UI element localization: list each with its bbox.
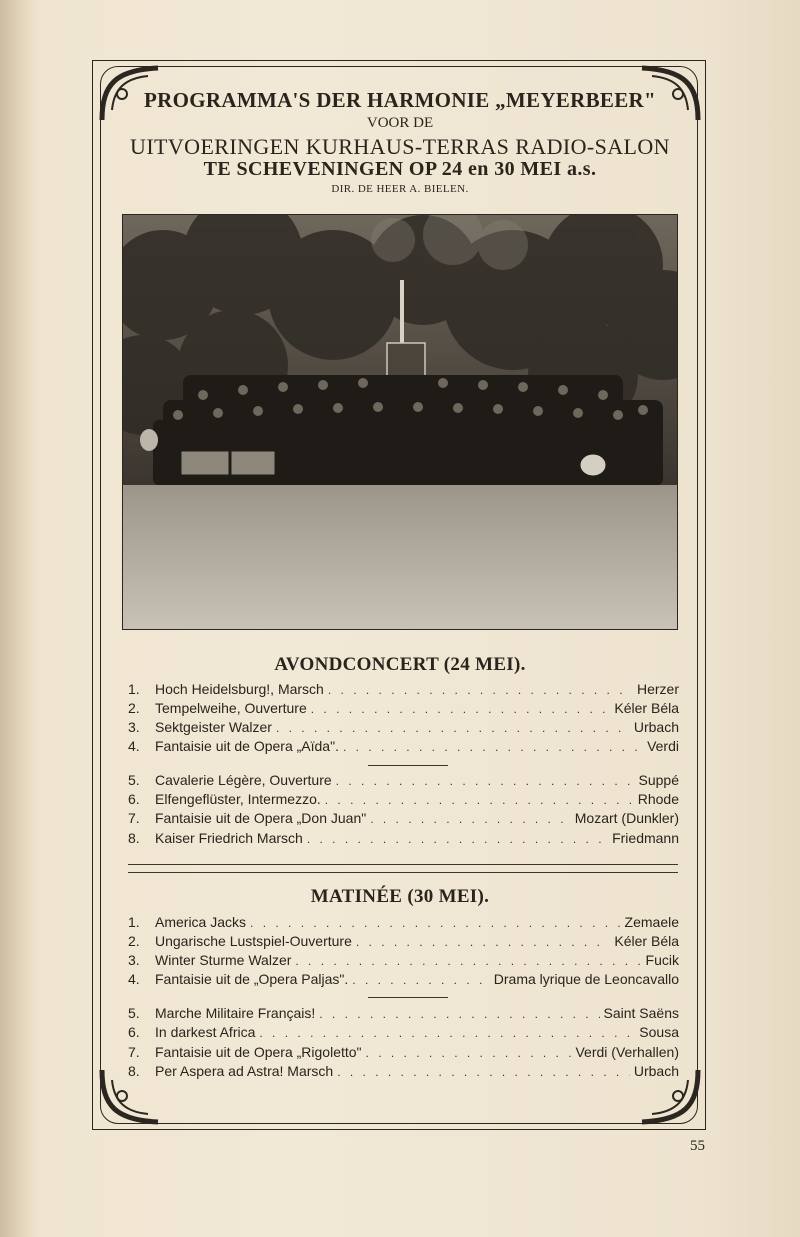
dot-leader bbox=[319, 1007, 599, 1021]
item-title: Elfengeflüster, Intermezzo. bbox=[155, 791, 321, 807]
dot-leader bbox=[250, 916, 621, 930]
item-title: Hoch Heidelsburg!, Marsch bbox=[155, 681, 324, 697]
header-voor-de: VOOR DE bbox=[366, 115, 434, 131]
item-number: 4. bbox=[128, 738, 140, 754]
item-composer: Herzer bbox=[636, 681, 679, 697]
item-number: 4. bbox=[128, 971, 140, 987]
dot-leader bbox=[352, 973, 489, 987]
item-number: 1. bbox=[128, 681, 140, 697]
dot-leader bbox=[336, 774, 635, 788]
avondconcert-item bbox=[128, 719, 679, 738]
header-title: PROGRAMMA'S DER HARMONIE „MEYERBEER" bbox=[144, 88, 656, 112]
book-gutter bbox=[0, 0, 36, 1237]
matinee-item bbox=[128, 1044, 679, 1063]
item-title: Sektgeister Walzer bbox=[155, 719, 272, 735]
avondconcert-item bbox=[128, 810, 679, 829]
item-composer: Saint Saëns bbox=[603, 1005, 679, 1021]
dot-leader bbox=[370, 812, 571, 826]
item-composer: Zemaele bbox=[624, 914, 679, 930]
matinee-heading: MATINÉE (30 MEI). bbox=[310, 886, 490, 907]
item-number: 1. bbox=[128, 914, 140, 930]
matinee-item bbox=[128, 914, 679, 933]
item-number: 3. bbox=[128, 719, 140, 735]
dot-leader bbox=[311, 702, 611, 716]
item-title: Fantaisie uit de Opera „Don Juan" bbox=[155, 810, 367, 826]
avondconcert-item bbox=[128, 772, 679, 791]
matinee-item bbox=[128, 1005, 679, 1024]
section-rule-upper bbox=[128, 864, 678, 865]
avondconcert-item bbox=[128, 791, 679, 810]
avondconcert-item bbox=[128, 681, 679, 700]
item-title: Fantaisie uit de Opera „Rigoletto" bbox=[155, 1044, 362, 1060]
item-composer: Kéler Béla bbox=[614, 933, 679, 949]
dot-leader bbox=[343, 740, 643, 754]
matinee-divider bbox=[368, 997, 448, 998]
header-dates: TE SCHEVENINGEN OP 24 en 30 MEI a.s. bbox=[203, 158, 597, 180]
matinee-item bbox=[128, 1024, 679, 1043]
item-composer: Friedmann bbox=[612, 830, 679, 846]
item-number: 5. bbox=[128, 772, 140, 788]
item-number: 7. bbox=[128, 810, 140, 826]
matinee-item bbox=[128, 933, 679, 952]
matinee-item bbox=[128, 1063, 679, 1082]
dot-leader bbox=[337, 1065, 630, 1079]
dot-leader bbox=[325, 793, 634, 807]
avondconcert-item bbox=[128, 700, 679, 719]
item-title: Tempelweihe, Ouverture bbox=[155, 700, 307, 716]
dot-leader bbox=[328, 683, 633, 697]
item-composer: Verdi (Verhallen) bbox=[575, 1044, 679, 1060]
matinee-item bbox=[128, 952, 679, 971]
item-number: 7. bbox=[128, 1044, 140, 1060]
item-number: 8. bbox=[128, 1063, 140, 1079]
item-number: 3. bbox=[128, 952, 140, 968]
section-rule-lower bbox=[128, 872, 678, 873]
dot-leader bbox=[295, 954, 641, 968]
item-composer: Suppé bbox=[638, 772, 679, 788]
item-composer: Kéler Béla bbox=[614, 700, 679, 716]
item-composer: Mozart (Dunkler) bbox=[574, 810, 679, 826]
item-composer: Verdi bbox=[647, 738, 679, 754]
item-composer: Urbach bbox=[633, 1063, 679, 1079]
item-composer: Fucik bbox=[645, 952, 679, 968]
dot-leader bbox=[356, 935, 611, 949]
header-venue: UITVOERINGEN KURHAUS-TERRAS RADIO-SALON bbox=[130, 134, 670, 159]
band-photograph bbox=[122, 214, 678, 630]
item-title: Kaiser Friedrich Marsch bbox=[155, 830, 303, 846]
avondconcert-heading: AVONDCONCERT (24 MEI). bbox=[274, 654, 526, 675]
dot-leader bbox=[276, 721, 630, 735]
item-composer: Drama lyrique de Leoncavallo bbox=[493, 971, 679, 987]
item-title: In darkest Africa bbox=[155, 1024, 256, 1040]
item-number: 2. bbox=[128, 700, 140, 716]
item-number: 5. bbox=[128, 1005, 140, 1021]
dot-leader bbox=[307, 832, 608, 846]
item-title: America Jacks bbox=[155, 914, 247, 930]
item-title: Winter Sturme Walzer bbox=[155, 952, 292, 968]
item-number: 8. bbox=[128, 830, 140, 846]
dot-leader bbox=[366, 1046, 572, 1060]
page-number: 55 bbox=[690, 1138, 705, 1154]
dot-leader bbox=[259, 1026, 635, 1040]
matinee-item bbox=[128, 971, 679, 990]
item-number: 6. bbox=[128, 1024, 140, 1040]
avondconcert-item bbox=[128, 830, 679, 849]
item-number: 6. bbox=[128, 791, 140, 807]
item-title: Fantaisie uit de Opera „Aïda". bbox=[155, 738, 339, 754]
avondconcert-item bbox=[128, 738, 679, 757]
item-title: Per Aspera ad Astra! Marsch bbox=[155, 1063, 334, 1079]
item-title: Fantaisie uit de „Opera Paljas". bbox=[155, 971, 349, 987]
avondconcert-divider bbox=[368, 765, 448, 766]
item-composer: Sousa bbox=[639, 1024, 679, 1040]
item-number: 2. bbox=[128, 933, 140, 949]
item-composer: Urbach bbox=[633, 719, 679, 735]
item-title: Cavalerie Légère, Ouverture bbox=[155, 772, 332, 788]
header-director: DIR. DE HEER A. BIELEN. bbox=[331, 183, 469, 195]
item-composer: Rhode bbox=[637, 791, 679, 807]
item-title: Marche Militaire Français! bbox=[155, 1005, 316, 1021]
item-title: Ungarische Lustspiel-Ouverture bbox=[155, 933, 352, 949]
